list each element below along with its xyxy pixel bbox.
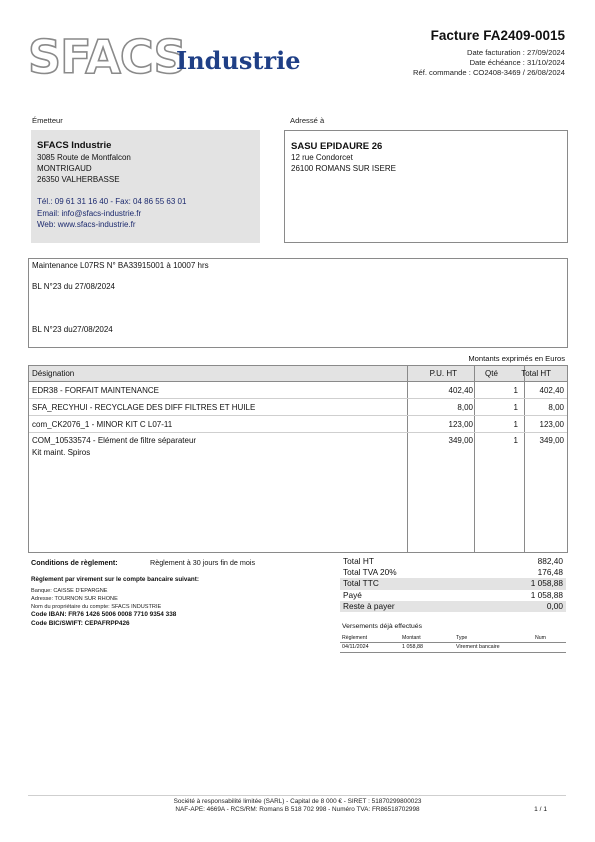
row-total: 123,00	[539, 420, 564, 429]
total-value: 1 058,88	[530, 589, 563, 600]
object-line: Maintenance L07RS N° BA33915001 à 10007 hrs	[32, 261, 209, 270]
row-separator	[29, 432, 567, 433]
total-label: Total TVA 20%	[343, 567, 397, 578]
total-ht-row	[340, 556, 566, 567]
total-value: 882,40	[537, 556, 563, 566]
emitter-address-line: 3085 Route de Montfalcon	[37, 153, 131, 162]
invoice-due-date: Date échéance : 31/10/2024	[469, 58, 565, 67]
footer-divider	[28, 795, 566, 796]
object-line: BL N°23 du 27/08/2024	[32, 282, 115, 291]
emitter-label: Émetteur	[32, 116, 63, 125]
column-divider	[474, 366, 475, 552]
currency-note: Montants exprimés en Euros	[468, 354, 565, 363]
row-unit-price: 402,40	[448, 386, 473, 395]
row-total: 349,00	[539, 436, 564, 445]
emitter-phone-fax: Tél.: 09 61 31 16 40 - Fax: 04 86 55 63 01	[37, 197, 187, 206]
total-label: Reste à payer	[343, 600, 395, 611]
header-unit-price: P.U. HT	[429, 369, 457, 378]
payment-row	[340, 643, 566, 653]
bank-name: Banque: CAISSE D'EPARGNE	[31, 588, 108, 594]
total-tva-row	[340, 567, 566, 578]
row-unit-price: 8,00	[457, 403, 473, 412]
invoice-title: Facture FA2409-0015	[430, 28, 565, 43]
payments-table	[340, 634, 566, 653]
row-total: 8,00	[548, 403, 564, 412]
invoice-date: Date facturation : 27/09/2024	[467, 48, 565, 57]
recipient-label: Adressé à	[290, 116, 325, 125]
row-designation: SFA_RECYHUI - RECYCLAGE DES DIFF FILTRES ET HUILE	[32, 403, 256, 412]
logo-brand: SFACS	[28, 30, 186, 84]
page-number: 1 / 1	[534, 806, 547, 813]
total-value: 1 058,88	[530, 578, 563, 589]
payment-date: 04/11/2024	[342, 644, 369, 650]
row-unit-price: 349,00	[448, 436, 473, 445]
recipient-name: SASU EPIDAURE 26	[291, 141, 383, 152]
recipient-address-line: 26100 ROMANS SUR ISERE	[291, 164, 396, 173]
row-separator	[29, 398, 567, 399]
logo-suffix: Industrie	[176, 46, 301, 75]
total-label: Total HT	[343, 556, 374, 566]
emitter-email: Email: info@sfacs-industrie.fr	[37, 209, 142, 218]
emitter-address-line: MONTRIGAUD	[37, 164, 92, 173]
header-total: Total HT	[521, 369, 551, 378]
row-designation: COM_10533574 - Elément de filtre séparateur	[32, 436, 197, 445]
total-ttc-row	[340, 578, 566, 589]
row-designation: com_CK2076_1 - MINOR KIT C L07-11	[32, 420, 173, 429]
bank-address: Adresse: TOURNON SUR RHONE	[31, 596, 118, 602]
object-line: BL N°23 du27/08/2024	[32, 325, 113, 334]
row-unit-price: 123,00	[448, 420, 473, 429]
row-quantity: 1	[513, 436, 518, 445]
emitter-address-line: 26350 VALHERBASSE	[37, 175, 120, 184]
footer-legal-line: NAF-APE: 4669A - RCS/RM: Romans B 518 702 998 - Numéro TVA: FR86518702998	[175, 806, 420, 813]
totals-block	[340, 556, 566, 612]
total-label: Payé	[343, 589, 362, 600]
bic-swift: Code BIC/SWIFT: CEPAFRPP426	[31, 620, 130, 627]
row-subdesignation: Kit maint. Spiros	[32, 448, 91, 457]
emitter-box	[31, 130, 260, 243]
row-quantity: 1	[513, 386, 518, 395]
payments-header-type: Type	[456, 635, 468, 641]
recipient-box	[284, 130, 568, 243]
row-quantity: 1	[513, 403, 518, 412]
payment-type: Virement bancaire	[456, 644, 500, 650]
payments-header-num: Num	[535, 635, 546, 641]
payment-terms-value: Règlement à 30 jours fin de mois	[150, 558, 256, 567]
column-divider	[524, 366, 525, 552]
remaining-row	[340, 601, 566, 612]
row-separator	[29, 415, 567, 416]
iban: Code IBAN: FR76 1426 5006 0008 7710 9354 338	[31, 611, 177, 618]
header-quantity: Qté	[485, 369, 498, 378]
paid-row	[340, 590, 566, 601]
footer-legal-line: Société à responsabilité limitée (SARL) - Capital de 8 000 € - SIRET : 51870299800023	[173, 798, 422, 805]
payment-amount: 1 058,88	[402, 644, 423, 650]
total-label: Total TTC	[343, 578, 379, 589]
row-quantity: 1	[513, 420, 518, 429]
payments-header	[340, 634, 566, 643]
column-divider	[407, 366, 408, 552]
payments-title: Versements déjà effectués	[342, 623, 422, 630]
emitter-name: SFACS Industrie	[37, 140, 112, 151]
emitter-website: Web: www.sfacs-industrie.fr	[37, 220, 136, 229]
row-total: 402,40	[539, 386, 564, 395]
items-table	[28, 365, 568, 553]
row-designation: EDR38 - FORFAIT MAINTENANCE	[32, 386, 159, 395]
account-owner: Nom du propriétaire du compte: SFACS INDUSTRIE	[31, 604, 162, 610]
header-designation: Désignation	[32, 369, 75, 378]
order-reference: Réf. commande : CO2408-3469 / 26/08/2024	[413, 68, 565, 77]
payment-terms-label: Conditions de règlement:	[31, 558, 118, 567]
total-value: 176,48	[537, 567, 563, 578]
company-logo	[28, 30, 301, 90]
payments-header-montant: Montant	[402, 635, 421, 641]
bank-transfer-title: Règlement par virement sur le compte bancaire suivant:	[31, 576, 199, 583]
recipient-address-line: 12 rue Condorcet	[291, 153, 353, 162]
invoice-object-box	[28, 258, 568, 348]
total-value: 0,00	[546, 600, 563, 611]
payments-header-reglement: Règlement	[342, 635, 368, 641]
